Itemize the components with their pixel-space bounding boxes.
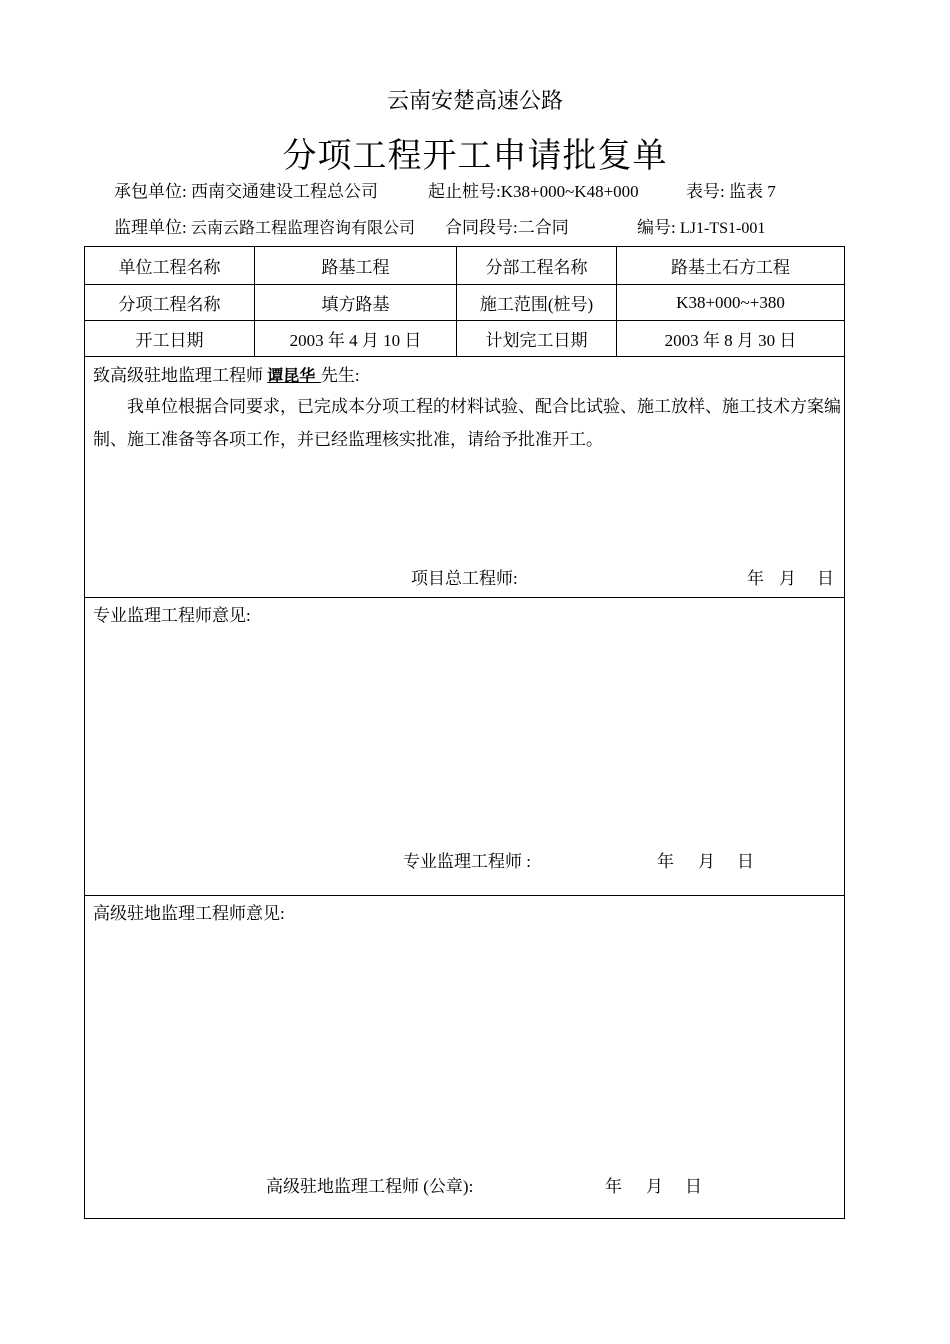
date-year: 年 — [747, 569, 764, 588]
application-date — [747, 564, 834, 589]
contract-line — [445, 213, 569, 238]
form-number-label: 表号: — [686, 182, 729, 201]
addressee-suffix: 先生: — [320, 366, 360, 385]
supervisor-value: 云南云路工程监理咨询有限公司 — [190, 220, 415, 237]
date-day: 日 — [737, 852, 754, 871]
serial-value: LJ1-TS1-001 — [679, 220, 766, 237]
resident-date — [605, 1172, 702, 1197]
date-year: 年 — [657, 852, 674, 871]
construction-range-label: 施工范围(桩号) — [479, 295, 594, 314]
supervisor-label: 监理单位: — [114, 218, 191, 237]
serial-line — [637, 213, 765, 238]
contract-label: 合同段号: — [445, 218, 518, 237]
section-divider — [84, 597, 845, 598]
unit-project-label: 单位工程名称 — [118, 258, 221, 277]
specialist-opinion-heading: 专业监理工程师意见: — [93, 606, 251, 625]
planned-completion-value: 2003 年 8 月 30 日 — [664, 331, 797, 350]
contractor-line — [114, 177, 378, 202]
planned-completion-label: 计划完工日期 — [485, 331, 588, 350]
supervisor-line — [114, 213, 415, 238]
addressee-prefix: 致高级驻地监理工程师 — [93, 366, 268, 385]
addressee-line — [93, 361, 360, 386]
resident-opinion-heading: 高级驻地监理工程师意见: — [93, 904, 285, 923]
subitem-project-label: 分项工程名称 — [118, 295, 221, 314]
specialist-date — [657, 847, 754, 872]
contractor-value: 西南交通建设工程总公司 — [190, 182, 378, 201]
start-date-label: 开工日期 — [135, 331, 204, 350]
addressee-name: 谭昆华 — [267, 366, 321, 385]
date-month: 月 — [779, 569, 796, 588]
chainage-value: K38+000~K48+000 — [500, 182, 639, 201]
chief-engineer-label: 项目总工程师: — [411, 569, 518, 588]
chainage-line — [428, 177, 639, 202]
form-number-line — [686, 177, 776, 202]
date-year: 年 — [605, 1177, 622, 1196]
form-number-value: 监表 7 — [728, 182, 776, 201]
division-project-value: 路基土石方工程 — [671, 258, 790, 277]
serial-label: 编号: — [637, 218, 680, 237]
application-body: 我单位根据合同要求，已完成本分项工程的材料试验、配合比试验、施工放样、施工技术方案编制、施工准备等各项工作，并已经监理核实批准，请给予批准开工。 — [93, 397, 841, 449]
date-month: 月 — [698, 852, 715, 871]
resident-signer-label: 高级驻地监理工程师 (公章): — [266, 1177, 474, 1196]
division-project-label: 分部工程名称 — [485, 258, 588, 277]
document-title: 分项工程开工申请批复单 — [282, 138, 668, 175]
contractor-label: 承包单位: — [114, 182, 191, 201]
construction-range-value: K38+000~+380 — [676, 292, 785, 312]
start-date-value: 2003 年 4 月 10 日 — [289, 331, 422, 350]
row-divider — [84, 356, 845, 357]
chainage-label: 起止桩号: — [428, 182, 501, 201]
subitem-project-value: 填方路基 — [321, 295, 390, 314]
unit-project-value: 路基工程 — [321, 258, 390, 277]
contract-value: 二合同 — [517, 218, 569, 237]
specialist-signer-label: 专业监理工程师 : — [403, 852, 531, 871]
date-day: 日 — [817, 569, 834, 588]
date-day: 日 — [685, 1177, 702, 1196]
date-month: 月 — [646, 1177, 663, 1196]
document-subtitle: 云南安楚高速公路 — [386, 88, 563, 113]
section-divider — [84, 895, 845, 896]
